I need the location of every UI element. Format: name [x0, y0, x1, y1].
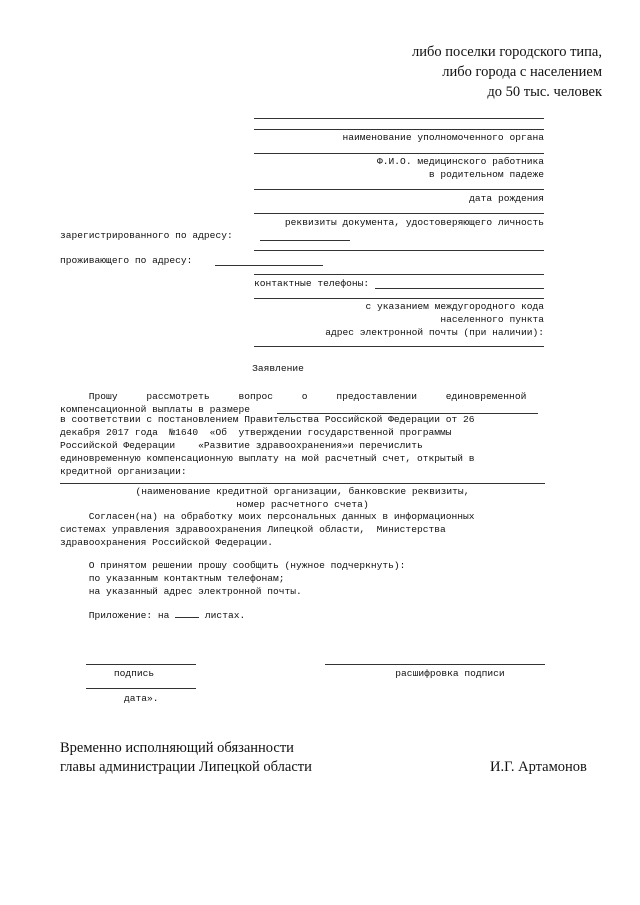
decoding-line [325, 664, 545, 665]
date-caption: дата». [124, 693, 159, 704]
date-line [86, 688, 196, 689]
appendix-line [60, 608, 245, 622]
blank-line [254, 129, 544, 130]
locality-caption: населенного пункта [440, 314, 544, 325]
paragraph-line: кредитной организации: [60, 466, 187, 477]
consent-line: системах управления здравоохранения Липецкой области, Министерства [60, 524, 446, 535]
birth-caption: дата рождения [469, 193, 544, 204]
consent-line: здравоохранения Российской Федерации. [60, 537, 274, 548]
position-line-2: главы администрации Липецкой области [60, 759, 312, 775]
email-line [254, 346, 544, 347]
bank-details-line [60, 483, 545, 484]
blank-line [254, 298, 544, 299]
email-caption: адрес электронной почты (при наличии): [325, 327, 544, 338]
signature-line [86, 664, 196, 665]
header-line-2: либо города с населением [442, 64, 602, 80]
living-address-line [215, 265, 323, 266]
notify-line: на указанный адрес электронной почты. [60, 586, 302, 597]
application-title: Заявление [252, 363, 304, 374]
blank-line [254, 153, 544, 154]
phones-label: контактные телефоны: [254, 278, 370, 289]
notify-line: О принятом решении прошу сообщить (нужное подчеркнуть): [60, 560, 406, 571]
registered-label: зарегистрированного по адресу: [60, 230, 233, 241]
phones-line [375, 288, 544, 289]
decoding-caption: расшифровка подписи [395, 668, 505, 679]
consent-line: Согласен(на) на обработку моих персональных данных в информационных [60, 511, 475, 522]
appendix-count-blank [175, 608, 199, 618]
notify-line: по указанным контактным телефонам; [60, 573, 285, 584]
appendix-suffix: листах. [204, 610, 246, 621]
signatory-name: И.Г. Артамонов [490, 759, 587, 775]
blank-line [254, 213, 544, 214]
blank-line [254, 274, 544, 275]
appendix-prefix: Приложение: на [60, 610, 170, 621]
header-line-1: либо поселки городского типа, [411, 44, 602, 60]
paragraph-line: единовременную компенсационную выплату на мой расчетный счет, открытый в [60, 453, 475, 464]
paragraph-line: декабря 2017 года №1640 «Об утверждении государственной программы [60, 427, 452, 438]
position-line-1: Временно исполняющий обязанности [60, 740, 294, 756]
bank-caption-2: номер расчетного счета) [236, 499, 369, 510]
paragraph-line: компенсационной выплаты в размере [60, 404, 250, 415]
header-line-3: до 50 тыс. человек [487, 84, 602, 100]
authority-caption: наименование уполномоченного органа [342, 132, 544, 143]
paragraph-line: Российской Федерации «Развитие здравоохранения»и перечислить [60, 440, 423, 451]
bank-caption-1: (наименование кредитной организации, банковские реквизиты, [135, 486, 470, 497]
fio-caption-2: в родительном падеже [428, 169, 544, 180]
fio-caption-1: Ф.И.О. медицинского работника [377, 156, 544, 167]
blank-line [254, 250, 544, 251]
intercity-caption: с указанием междугородного кода [365, 301, 544, 312]
signature-caption: подпись [113, 668, 155, 679]
blank-line [254, 189, 544, 190]
blank-line [254, 118, 544, 119]
paragraph-line: Прошу рассмотреть вопрос о предоставлении единовременной [60, 391, 527, 402]
id-doc-caption: реквизиты документа, удостоверяющего личность [284, 217, 544, 228]
registered-address-line [260, 240, 350, 241]
paragraph-line: в соответствии с постановлением Правительства Российской Федерации от 26 [60, 414, 475, 425]
living-label: проживающего по адресу: [60, 255, 193, 266]
